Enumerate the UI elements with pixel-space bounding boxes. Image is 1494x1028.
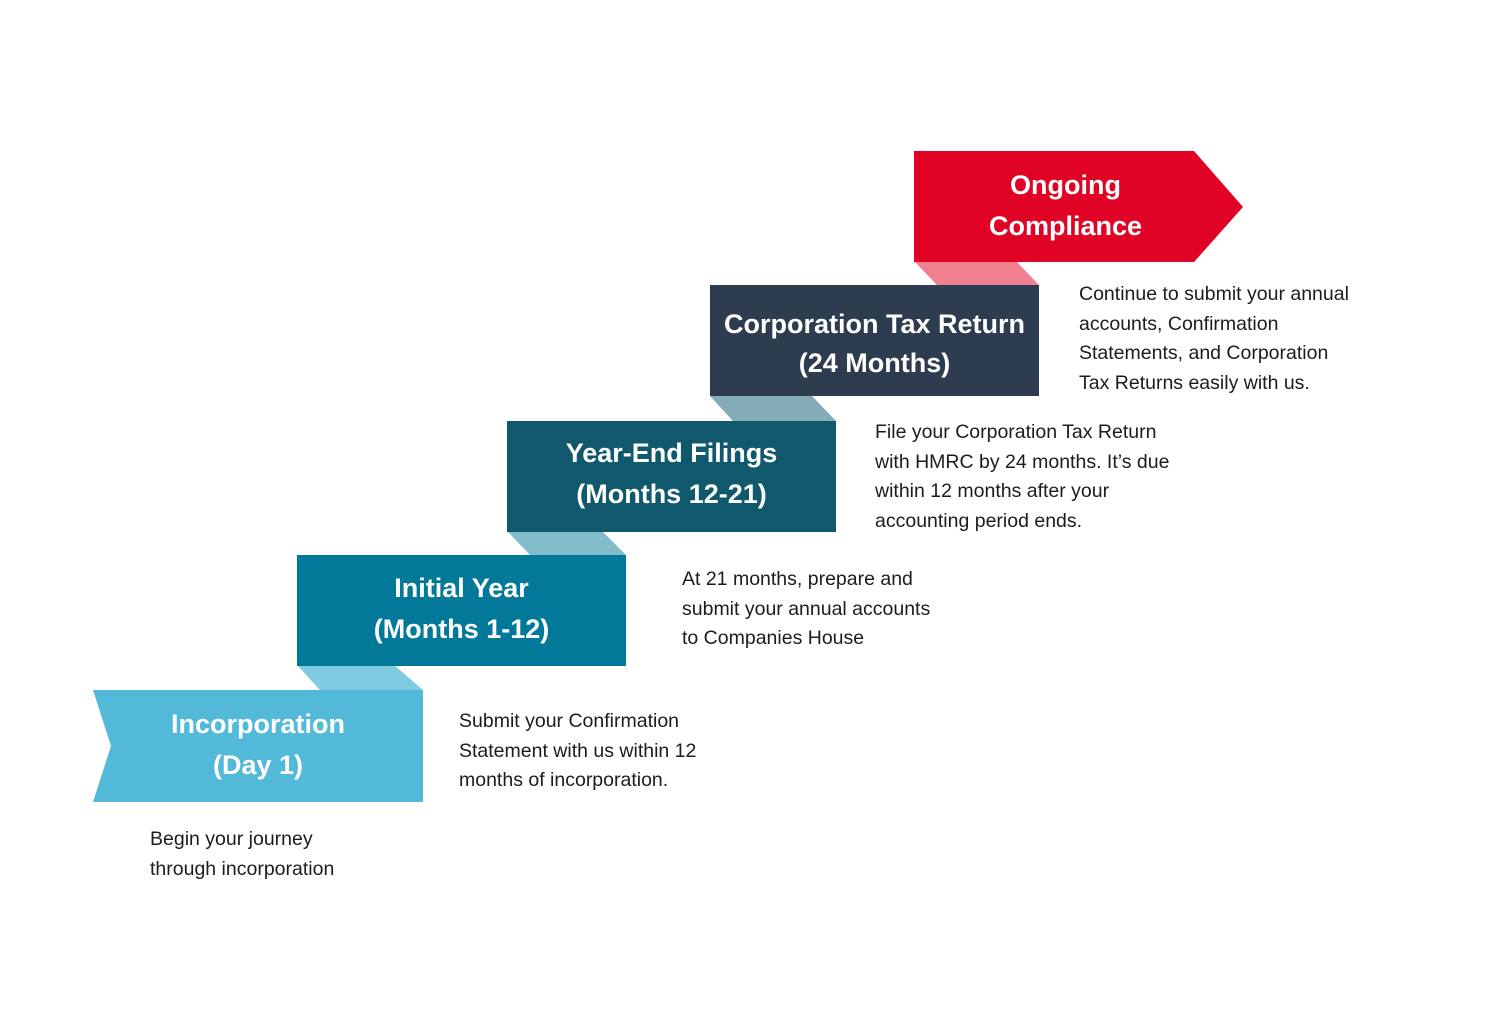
step-title-year-end-filings bbox=[507, 433, 836, 515]
step-description-year-end-filings bbox=[682, 565, 930, 654]
description-line: Begin your journey bbox=[150, 828, 313, 850]
description-line: within 12 months after your bbox=[875, 480, 1110, 503]
description-line: accounting period ends. bbox=[875, 510, 1083, 533]
description-line: Statement with us within 12 bbox=[459, 739, 697, 762]
connector-incorporation-initial-year bbox=[297, 665, 423, 690]
step-title-ongoing-compliance bbox=[914, 165, 1217, 247]
step-description-corporation-tax-return bbox=[875, 418, 1169, 537]
description-line: with HMRC by 24 months. It’s due bbox=[875, 450, 1170, 473]
step-title-line-1: Initial Year bbox=[394, 573, 529, 603]
step-title-corporation-tax-return bbox=[710, 305, 1039, 383]
description-line: months of incorporation. bbox=[459, 769, 669, 792]
step-title-line-2: (24 Months) bbox=[798, 348, 951, 378]
description-line: File your Corporation Tax Return bbox=[875, 421, 1157, 443]
step-title-line-2: (Day 1) bbox=[212, 750, 304, 780]
description-line: Submit your Confirmation bbox=[459, 710, 680, 732]
description-line: At 21 months, prepare and bbox=[682, 568, 913, 590]
step-title-line-1: Year-End Filings bbox=[565, 438, 778, 468]
connector-initial-year-year-end bbox=[507, 531, 626, 555]
description-line: Statements, and Corporation bbox=[1079, 342, 1329, 365]
step-title-incorporation bbox=[93, 704, 423, 786]
description-line: submit your annual accounts bbox=[682, 597, 931, 620]
step-description-initial-year bbox=[459, 707, 696, 796]
step-title-line-1: Incorporation bbox=[171, 709, 345, 739]
connector-corp-tax-ongoing bbox=[914, 261, 1039, 285]
description-line: Tax Returns easily with us. bbox=[1079, 372, 1310, 395]
step-title-line-2: Compliance bbox=[988, 211, 1143, 241]
step-title-line-2: (Months 12-21) bbox=[576, 479, 767, 509]
description-line: to Companies House bbox=[682, 627, 865, 650]
step-description-incorporation bbox=[150, 825, 334, 884]
step-description-ongoing-compliance bbox=[1079, 280, 1349, 399]
step-title-line-2: (Months 1-12) bbox=[373, 614, 550, 644]
step-title-line-1: Corporation Tax Return bbox=[723, 309, 1025, 339]
step-title-initial-year bbox=[297, 568, 626, 650]
description-line: Continue to submit your annual bbox=[1079, 283, 1349, 305]
description-line: accounts, Confirmation bbox=[1079, 312, 1279, 335]
step-title-line-1: Ongoing bbox=[1010, 170, 1121, 200]
description-line: through incorporation bbox=[150, 857, 335, 880]
connector-year-end-corp-tax bbox=[710, 396, 836, 421]
